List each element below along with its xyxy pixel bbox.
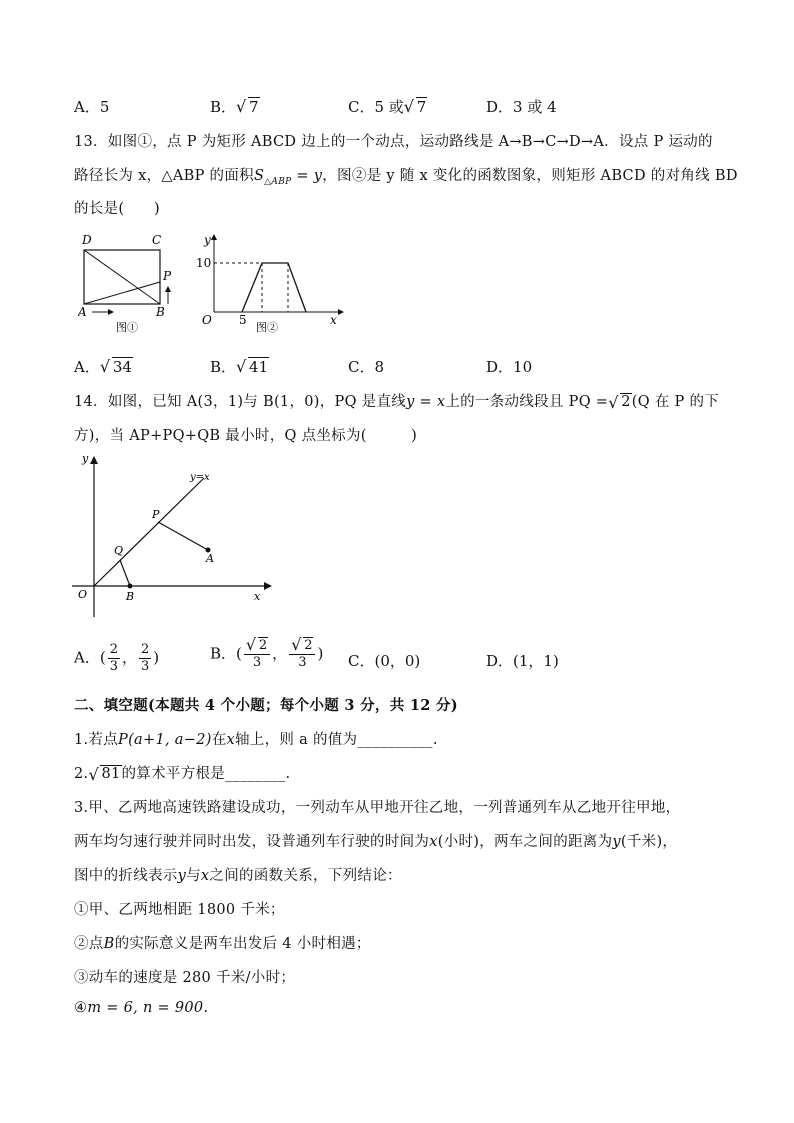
fill-question-3-line-2: 两车均匀速行驶并同时出发，设普通列车行驶的时间为x(小时)，两车之间的距离为y(千米)， xyxy=(74,834,678,850)
label-d: D xyxy=(82,233,92,247)
q13-option-b: B．√ 41 xyxy=(210,356,269,377)
y-axis-arrow-icon xyxy=(211,234,217,240)
segment-ap xyxy=(84,282,160,304)
label-o: O xyxy=(78,588,88,601)
label-p: P xyxy=(163,269,172,283)
label-a: A xyxy=(206,552,214,565)
q14-option-b: B．( √ $\frac{2}{3}$ ， √ $\frac{2}{3}$ ) xyxy=(210,638,323,671)
q13-option-a: A．√ 34 xyxy=(74,356,133,377)
label-o: O xyxy=(202,313,212,327)
q14-line-1: 14．如图，已知 A(3，1)与 B(1，0)，PQ 是直线y = x上的一条动线段且 PQ =√ 2(Q 在 P 的下 xyxy=(74,390,719,411)
y-axis-arrow-icon xyxy=(90,456,98,464)
diagonal-db xyxy=(84,250,160,304)
arrowhead-icon xyxy=(165,286,171,292)
q14-option-c: C．(0，0) xyxy=(348,652,421,670)
q13-line-2: 路径长为 x，△ABP 的面积$S_{\triangle ABP} = y$，图②是 y 随 x 变化的函数图象，则矩形 ABCD 的对角线 BD xyxy=(74,168,738,187)
x-axis-arrow-icon xyxy=(338,309,344,315)
q14-figure xyxy=(68,452,278,617)
label-b: B xyxy=(156,305,165,319)
q13-line-1: 13．如图①，点 P 为矩形 ABCD 边上的一个动点，运动路线是 A→B→C→D→A．设点 P 运动的 xyxy=(74,134,713,150)
fill-question-3-line-3: 图中的折线表示y与x之间的函数关系，下列结论： xyxy=(74,868,402,884)
label-10: 10 xyxy=(196,256,212,270)
q14-option-a: A．( $\frac{2}{3}$ ， $\frac{2}{3}$ ) xyxy=(74,642,160,674)
label-line: y=x xyxy=(190,472,210,483)
q13-line-3: 的长是( ) xyxy=(74,201,160,217)
label-x: x xyxy=(254,590,261,603)
label-q: Q xyxy=(114,544,124,557)
label-p: P xyxy=(152,508,160,521)
q13-option-c: C．8 xyxy=(348,358,385,376)
q12-option-c: C．5 或√ 7 xyxy=(348,96,427,117)
segment-qb xyxy=(120,560,130,586)
line-y-equals-x xyxy=(94,478,204,586)
q14-line-2: 方)，当 AP+PQ+QB 最小时，Q 点坐标为( ) xyxy=(74,428,418,444)
label-a: A xyxy=(78,305,87,319)
label-x: x xyxy=(330,313,337,327)
sqrt-symbol: √ 7 xyxy=(236,98,260,116)
statement-3: ③动车的速度是 280 千米/小时； xyxy=(74,970,296,986)
fill-question-2: 2.√ 81的算术平方根是________. xyxy=(74,762,290,783)
x-axis-arrow-icon xyxy=(264,582,272,590)
fill-question-3-line-1: 3.甲、乙两地高速铁路建设成功，一列动车从甲地开往乙地，一列普通列车从乙地开往甲地， xyxy=(74,800,681,816)
sqrt-symbol: √ 41 xyxy=(236,358,269,376)
caption-fig2: 图② xyxy=(256,321,278,334)
point-b xyxy=(128,584,133,589)
q13-figure-2 xyxy=(196,230,346,340)
statement-4: ④m = 6, n = 900. xyxy=(74,1000,209,1016)
arrowhead-icon xyxy=(108,309,114,315)
q14-option-d: D．(1，1) xyxy=(486,652,559,670)
statement-2: ②点B的实际意义是两车出发后 4 小时相遇； xyxy=(74,936,371,952)
sqrt-symbol: √ 34 xyxy=(100,358,133,376)
q13-option-d: D．10 xyxy=(486,358,533,376)
label-c: C xyxy=(152,233,162,247)
section-2-heading: 二、填空题(本题共 4 个小题；每个小题 3 分，共 12 分) xyxy=(74,697,458,714)
q13-figure-1 xyxy=(78,230,188,340)
sqrt-symbol: √ 7 xyxy=(404,98,428,116)
segment-pa xyxy=(158,522,208,550)
trapezoid-graph xyxy=(242,263,306,312)
statement-1: ①甲、乙两地相距 1800 千米； xyxy=(74,902,285,918)
fill-question-1: 1.若点P(a+1, a−2)在x轴上，则 a 的值为__________. xyxy=(74,732,438,748)
caption-fig1: 图① xyxy=(116,321,138,334)
q12-option-b: B．√ 7 xyxy=(210,96,260,117)
q12-option-d: D．3 或 4 xyxy=(486,98,557,116)
q12-option-a: A．5 xyxy=(74,98,110,116)
sqrt-symbol: √ 81 xyxy=(88,766,121,782)
label-y: y xyxy=(82,452,89,465)
label-y: y xyxy=(204,233,211,247)
sqrt-symbol: √ 2 xyxy=(608,394,632,410)
label-b: B xyxy=(126,590,135,603)
label-5: 5 xyxy=(239,313,247,327)
